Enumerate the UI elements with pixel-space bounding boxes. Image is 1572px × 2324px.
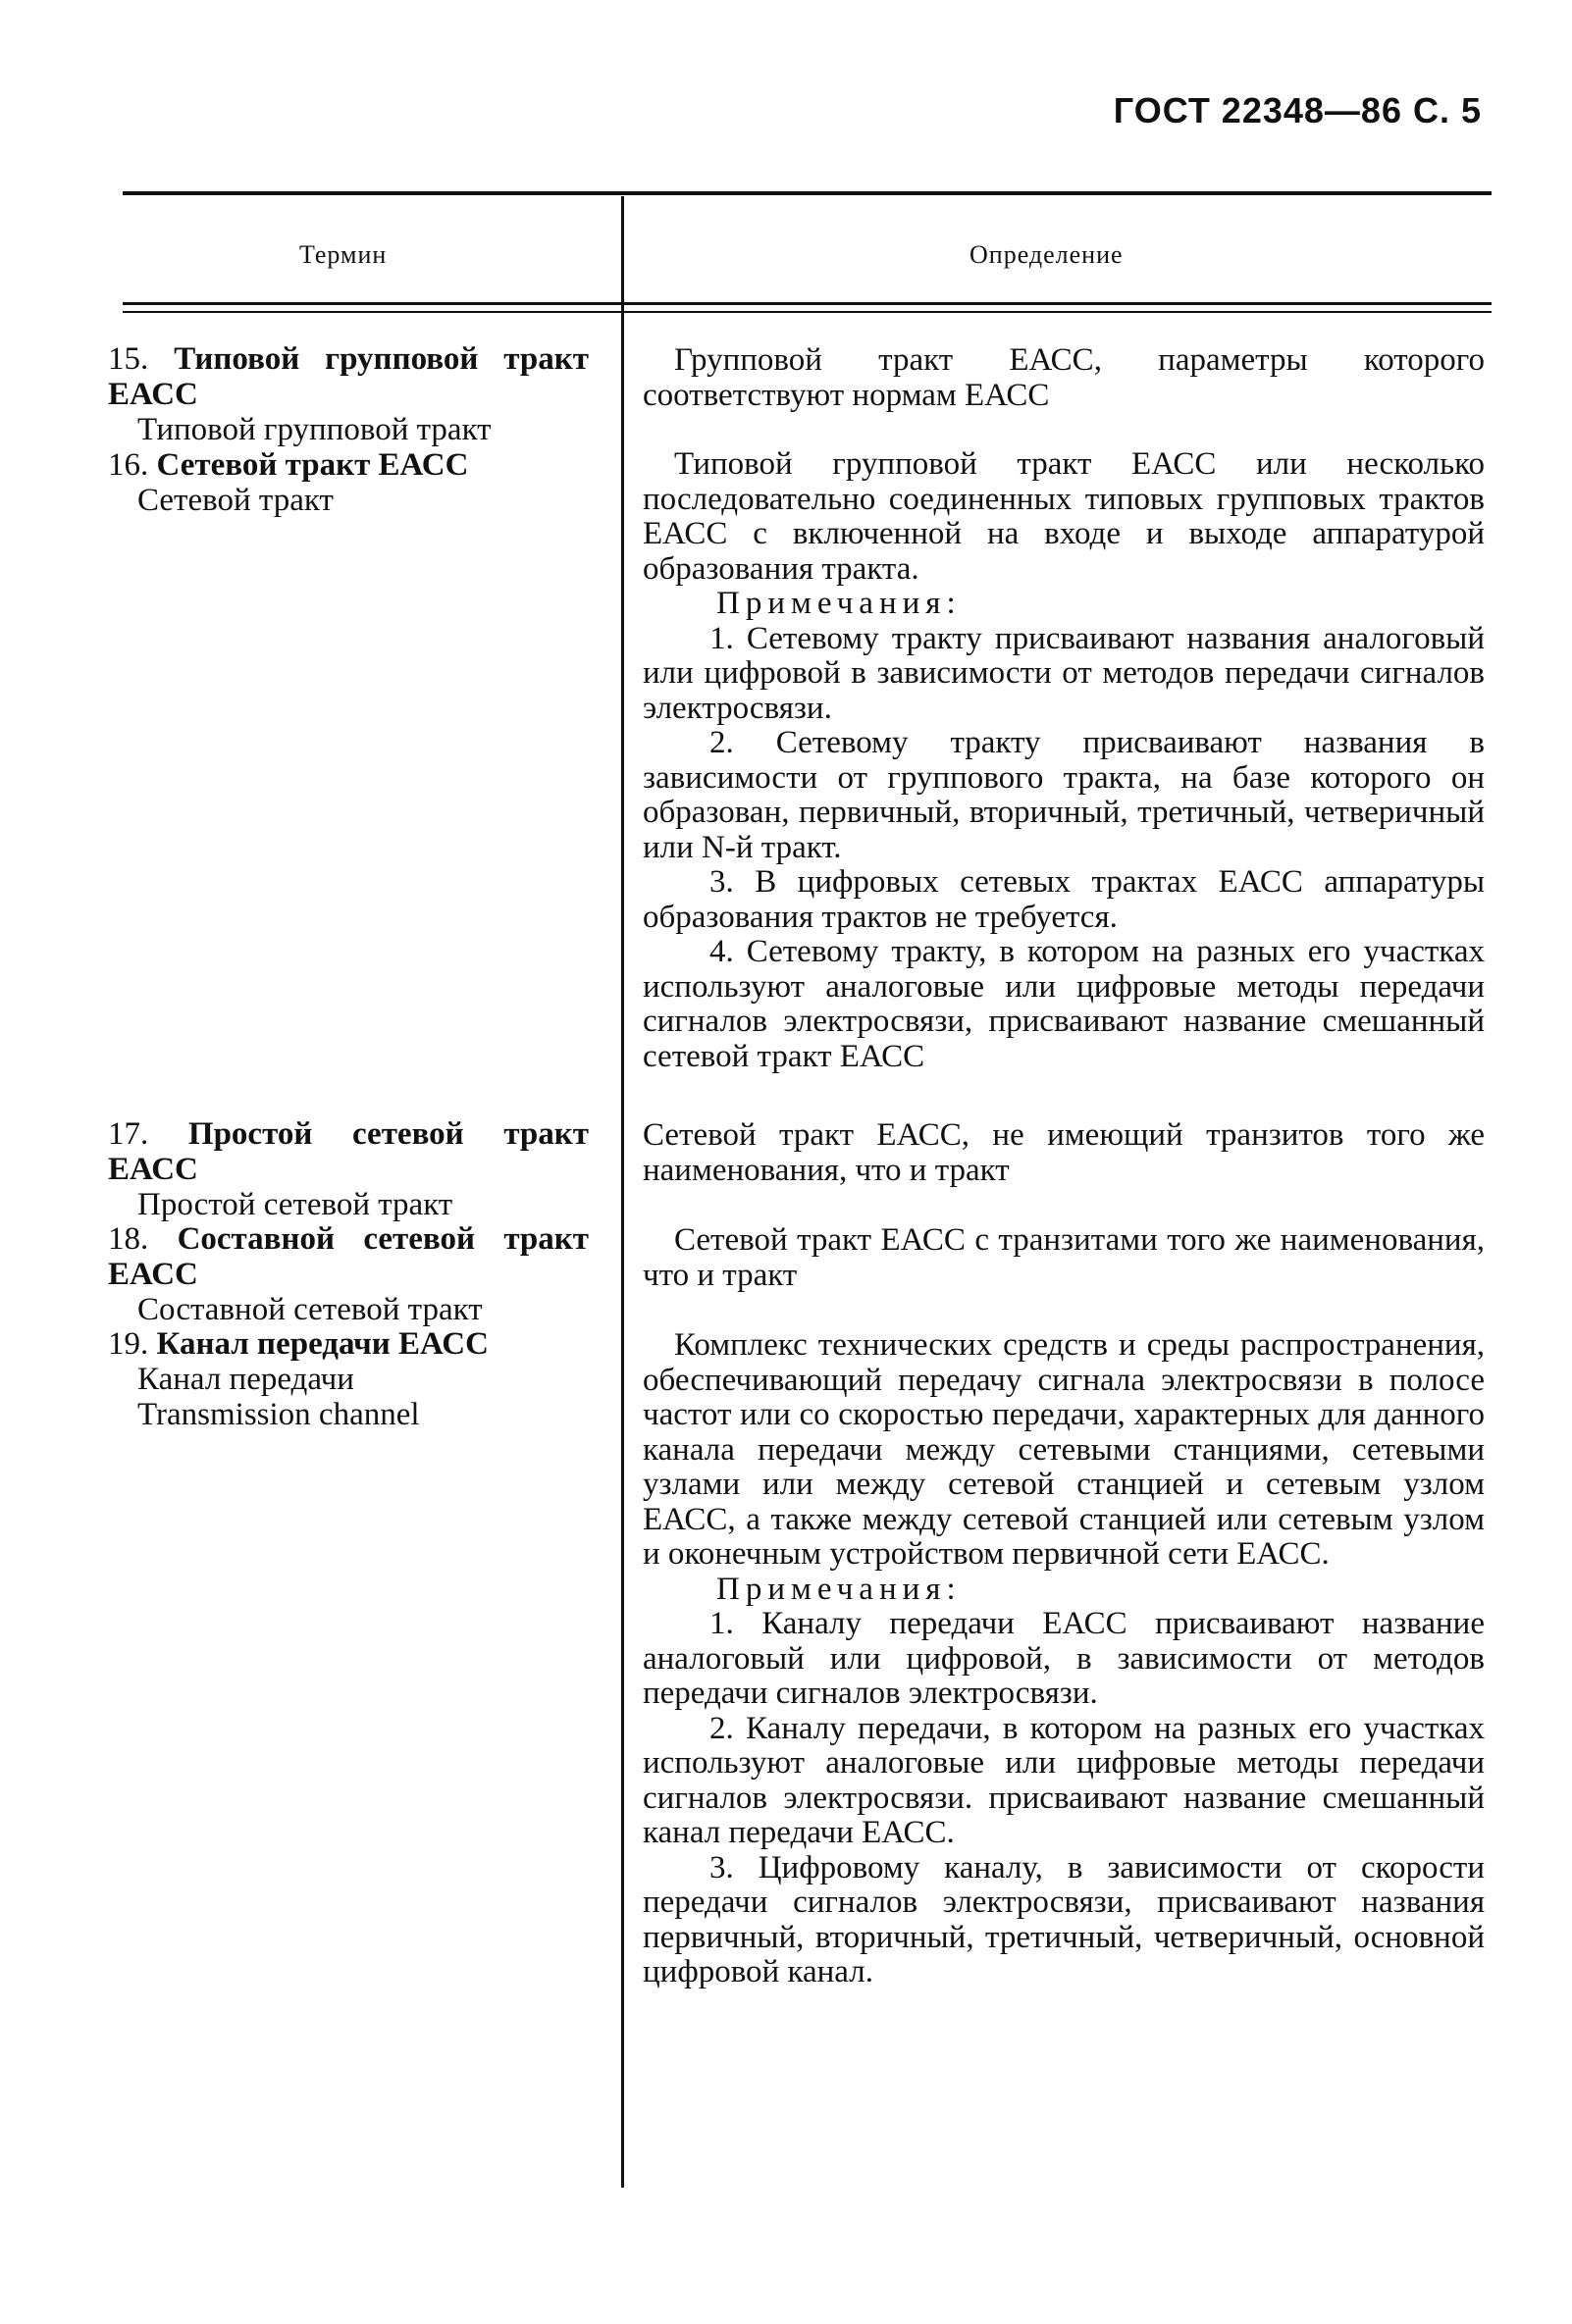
note: 1. Сетевому тракту присваивают названия аналоговый или цифровой в зависимости от методов передачи сигналов электросвязи.: [643, 620, 1485, 726]
note: 3. В цифровых сетевых трактах ЕАСС аппаратуры образования трактов не требуется.: [643, 864, 1485, 935]
term-title: 16. Сетевой тракт ЕАСС: [108, 447, 469, 483]
term-16: [108, 447, 589, 518]
term-english: Transmission channel: [137, 1397, 420, 1432]
table-top-rule: [123, 191, 1492, 195]
notes-heading: Примечания:: [716, 586, 962, 621]
term-17: [108, 1116, 589, 1222]
column-header-definition: Определение: [969, 240, 1124, 269]
term-15: [108, 341, 589, 447]
note: 3. Цифровому каналу, в зависимости от скорости передачи сигналов электросвязи, присваивают названия первичный, вторичный, третичный, четверичный, основной цифровой канал.: [643, 1849, 1485, 1989]
table-header-rule-2: [123, 311, 1492, 313]
definition-16: Типовой групповой тракт ЕАСС или несколько последовательно соединенных типовых групповых трактов ЕАСС с включенной на входе и выходе аппаратурой образования тракта. Примечания: 1. Сетевому тракту присваивают названия аналоговый или цифровой в зависимости от методов передачи сигналов электросвязи. 2. Сетевому тракту присваивают названия в зависимости от группового тракта, на базе которого он образован, первичный, вторичный, третичный, четверичный или N-й тракт. 3. В цифровых сетевых трактах ЕАСС аппаратуры образования трактов не требуется. 4. Сетевому тракту, в котором на разных его участках используют аналоговые или цифровые методы передачи сигналов электросвязи, присваивают название смешанный сетевой тракт ЕАСС: [643, 446, 1485, 1074]
term-short: Простой сетевой тракт: [137, 1187, 453, 1222]
column-header-term: Термин: [299, 240, 388, 269]
definition-19: Комплекс технических средств и среды распространения, обеспечивающий передачу сигнала электросвязи в полосе частот или со скоростью передачи, характерных для данного канала передачи между сетевыми станциями, сетевыми узлами или между сетевой станцией и сетевым узлом ЕАСС, а также между сетевой станцией или сетевым узлом и оконечным устройством первичной сети ЕАСС. Примечания: 1. Каналу передачи ЕАСС присваивают название аналоговый или цифровой, в зависимости от методов передачи сигналов электросвязи. 2. Каналу передачи, в котором на разных его участках используют аналоговые или цифровые методы передачи сигналов электросвязи. присваивают название смешанный канал передачи ЕАСС. 3. Цифровому каналу, в зависимости от скорости передачи сигналов электросвязи, присваивают названия первичный, вторичный, третичный, четверичный, основной цифровой канал.: [643, 1327, 1485, 1989]
term-short: Составной сетевой тракт: [137, 1292, 483, 1327]
term-title: 18. Составной сетевой тракт ЕАСС: [108, 1221, 590, 1292]
notes-heading: Примечания:: [716, 1571, 962, 1607]
definition-17: Сетевой тракт ЕАСС, не имеющий транзитов того же наименования, что и тракт: [643, 1117, 1485, 1188]
note: 2. Каналу передачи, в котором на разных его участках используют аналоговые или цифровые методы передачи сигналов электросвязи. присваивают название смешанный канал передачи ЕАСС.: [643, 1710, 1485, 1850]
term-title: 19. Канал передачи ЕАСС: [108, 1326, 489, 1362]
note: 2. Сетевому тракту присваивают названия в зависимости от группового тракта, на базе которого он образован, первичный, вторичный, третичный, четверичный или N-й тракт.: [643, 725, 1485, 865]
term-title: 15. Типовой групповой тракт ЕАСС: [108, 341, 590, 412]
term-title: 17. Простой сетевой тракт ЕАСС: [108, 1116, 590, 1187]
term-19: [108, 1326, 589, 1432]
note: 1. Каналу передачи ЕАСС присваивают название аналоговый или цифровой, в зависимости от методов передачи сигналов электросвязи.: [643, 1606, 1485, 1711]
term-short: Сетевой тракт: [137, 483, 334, 518]
note: 4. Сетевому тракту, в котором на разных его участках используют аналоговые или цифровые методы передачи сигналов электросвязи, присваивают название смешанный сетевой тракт ЕАСС: [643, 934, 1485, 1074]
term-18: [108, 1221, 589, 1327]
page-header: ГОСТ 22348—86 С. 5: [1113, 90, 1482, 130]
term-short: Типовой групповой тракт: [137, 412, 492, 447]
definition-15: Групповой тракт ЕАСС, параметры которого соответствуют нормам ЕАСС: [643, 342, 1485, 413]
definition-18: Сетевой тракт ЕАСС с транзитами того же наименования, что и тракт: [643, 1222, 1485, 1293]
term-short: Канал передачи: [137, 1362, 354, 1397]
table-header-rule: [123, 302, 1492, 305]
column-divider: [621, 196, 624, 2188]
